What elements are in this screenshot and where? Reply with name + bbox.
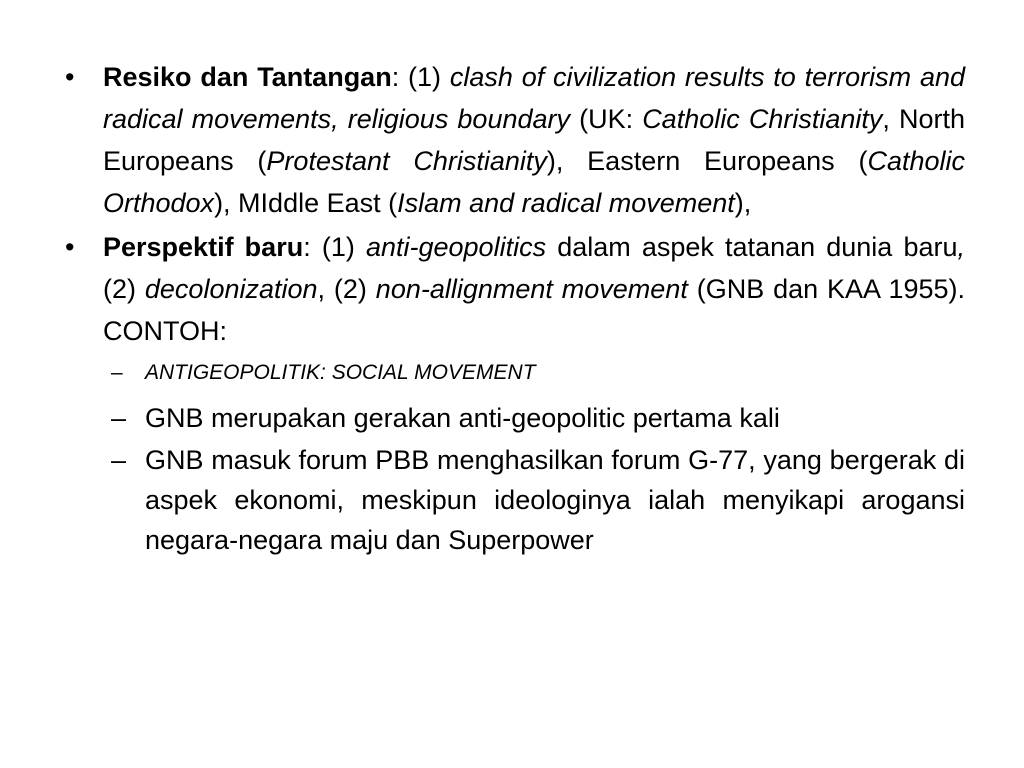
italic-segment: decolonization (144, 274, 318, 304)
text-segment: ), MIddle East ( (214, 188, 398, 218)
text-segment: (UK: (570, 104, 643, 134)
slide-body (65, 56, 965, 562)
dash-marker: – (111, 361, 123, 384)
dash-marker: – (111, 445, 127, 475)
bullet-heading: Resiko dan Tantangan (103, 62, 392, 92)
text-segment: ), (734, 188, 752, 218)
sub-bullet-gnb-pbb (65, 440, 965, 560)
italic-segment: Catholic Christianity (642, 104, 883, 134)
italic-segment: clash of civilization results to terrorism and radical movements, religious boundary (103, 62, 965, 134)
sub-bullet-antigeopolitik (65, 356, 965, 390)
sub-bullet-text: ANTIGEOPOLITIK: SOCIAL MOVEMENT (145, 361, 536, 384)
dash-marker: – (111, 403, 127, 433)
italic-segment: , (957, 232, 965, 262)
sub-bullet-text: GNB masuk forum PBB menghasilkan forum G-77, yang bergerak di aspek ekonomi, meskipun ideologinya ialah menyikapi arogansi negara-negara maju dan Superpower (145, 445, 965, 555)
bullet-marker: • (65, 62, 75, 92)
bullet-heading: Perspektif baru (103, 232, 304, 262)
bullet-resiko-dan-tantangan (65, 56, 965, 224)
text-segment: , North Europeans ( (103, 104, 965, 176)
text-segment: ), Eastern Europeans ( (546, 146, 868, 176)
italic-segment: Catholic Orthodox (103, 146, 966, 218)
sub-bullet-gnb-gerakan (65, 398, 965, 438)
bullet-perspektif-baru (65, 226, 965, 352)
italic-segment: non-allignment movement (375, 274, 688, 304)
text-segment: dalam aspek tatanan dunia baru (546, 232, 958, 262)
text-segment: : (1) (303, 232, 366, 262)
sub-bullet-text: GNB merupakan gerakan anti-geopolitic pertama kali (145, 403, 780, 433)
text-segment: : (1) (391, 62, 450, 92)
text-segment: (GNB dan KAA 1955). CONTOH: (103, 274, 965, 346)
italic-segment: Protestant Christianity (266, 146, 547, 176)
bullet-marker: • (65, 232, 75, 262)
italic-segment: Islam and radical movement (397, 188, 735, 218)
italic-segment: anti-geopolitics (365, 232, 547, 262)
text-segment: (2) (103, 274, 145, 304)
text-segment: , (2) (317, 274, 376, 304)
